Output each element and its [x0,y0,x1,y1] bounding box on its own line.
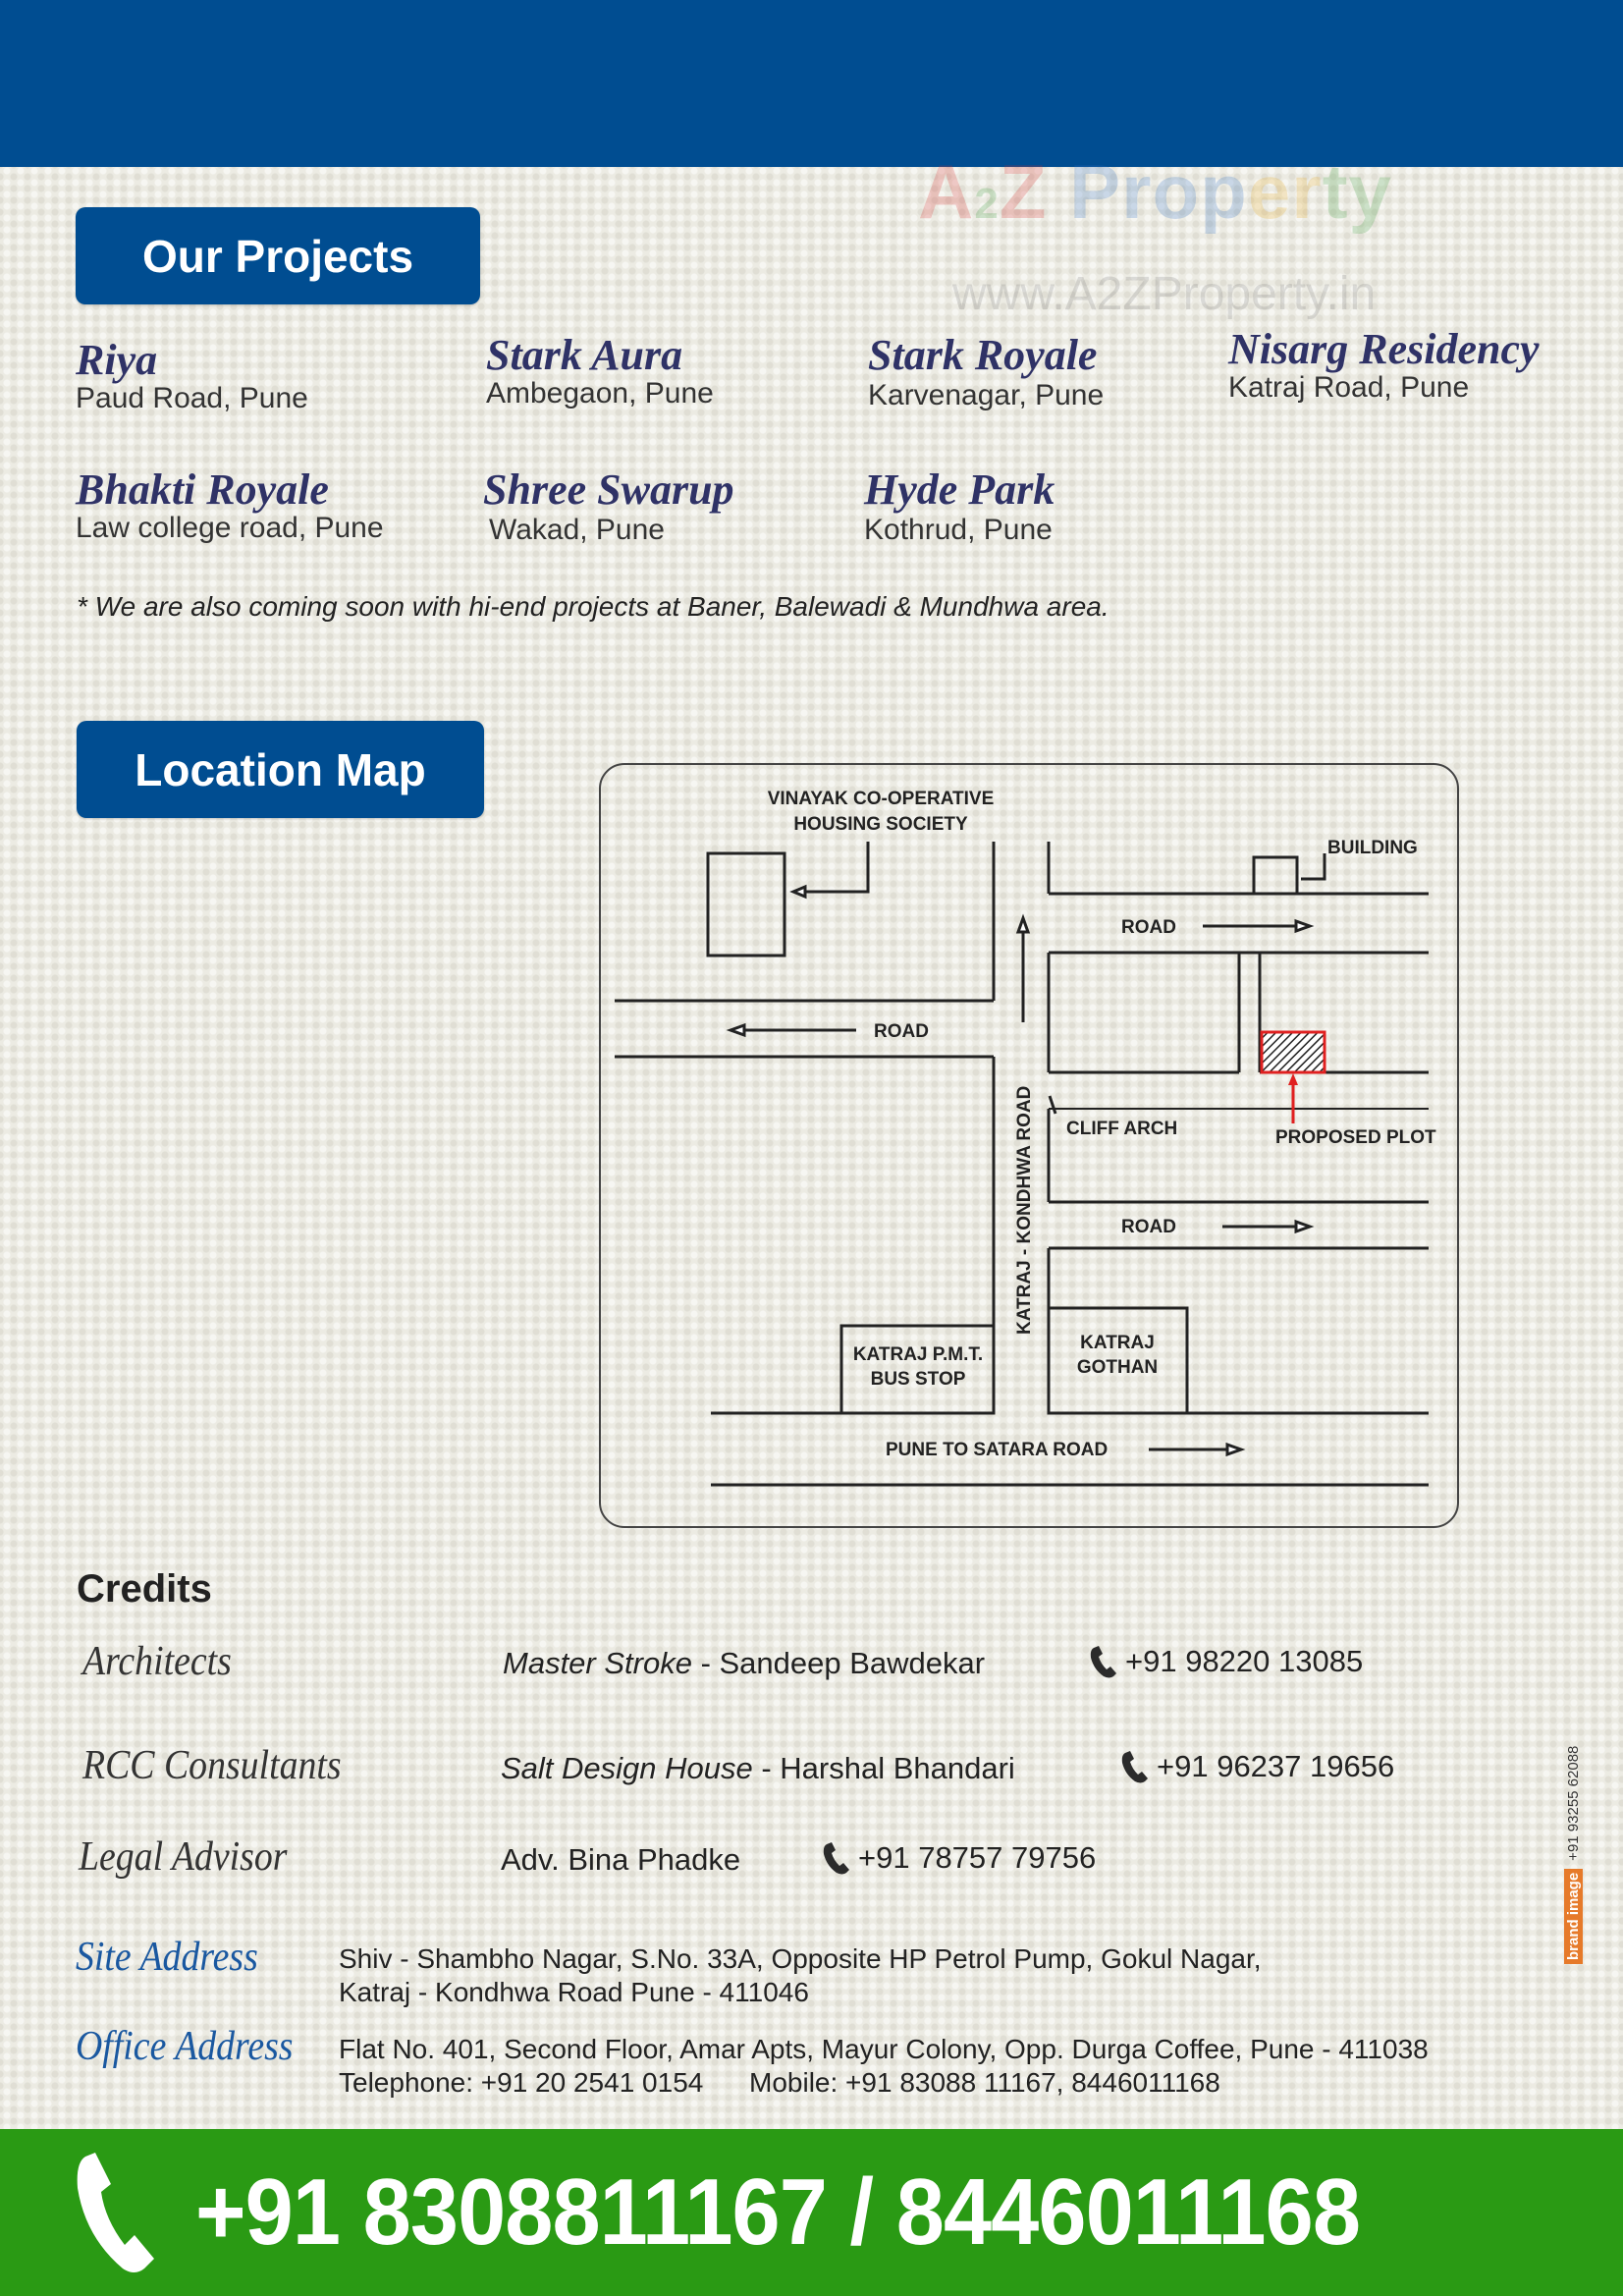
phone-number: +91 96237 19656 [1157,1749,1395,1783]
proposed-plot [1262,1032,1325,1072]
map-drawing [601,765,1457,1526]
brand-image-strip [1561,1714,1585,1964]
credit-role-legal: Legal Advisor [79,1834,288,1880]
office-address-line2: Telephone: +91 20 2541 0154 Mobile: +91 83088 11167, 8446011168 [339,2067,1220,2098]
footer-banner [0,2129,1623,2296]
phone-icon [823,1840,852,1876]
watermark-logo [918,147,1392,237]
credit-person: - Sandeep Bawdekar [691,1646,986,1680]
project-location: Ambegaon, Pune [486,377,714,410]
upcoming-projects-note: * We are also coming soon with hi-end projects at Baner, Balewadi & Mundhwa area. [77,591,1109,622]
credit-person: - Harshal Bhandari [752,1751,1015,1785]
project-bhakti-royale [76,465,384,544]
site-address [339,1942,1262,2009]
building-box [1254,857,1297,894]
top-banner [0,0,1623,167]
watermark-url: www.A2ZProperty.in [952,268,1377,320]
watermark-logo-ty: ty [1322,148,1392,235]
project-name: Riya [76,336,158,384]
office-address-label: Office Address [76,2024,294,2069]
our-projects-heading: Our Projects [76,207,480,304]
credit-person: Adv. Bina Phadke [501,1842,741,1877]
project-name: Nisarg Residency [1228,325,1540,373]
credit-phone-architects [1090,1644,1363,1679]
map-label-bus-stop-2: BUS STOP [870,1369,966,1390]
map-label-road-top: ROAD [1121,917,1176,938]
map-label-satara-road: PUNE TO SATARA ROAD [886,1440,1109,1460]
project-hyde-park [864,465,1055,546]
brand-badge: brand image [1564,1869,1583,1964]
project-location: Law college road, Pune [76,512,384,544]
map-label-road-mid: ROAD [1121,1217,1176,1237]
project-location: Karvenagar, Pune [868,379,1105,411]
site-address-line1: Shiv - Shambho Nagar, S.No. 33A, Opposite HP Petrol Pump, Gokul Nagar, [339,1943,1262,1974]
credit-architects [503,1646,985,1681]
map-label-building: BUILDING [1327,838,1418,858]
footer-phone-number: +91 8308811167 / 8446011168 [195,2159,1361,2265]
credit-phone-rcc [1121,1749,1394,1784]
project-name: Stark Royale [868,331,1098,379]
project-stark-royale [868,331,1105,411]
project-nisarg-residency [1228,325,1540,404]
project-stark-aura [486,331,714,410]
credit-firm: Master Stroke [503,1646,692,1680]
location-map-heading: Location Map [77,721,484,818]
credit-role-rcc: RCC Consultants [82,1743,342,1788]
phone-icon [74,2149,172,2276]
phone-icon [1090,1644,1119,1679]
project-location: Kothrud, Pune [864,514,1053,546]
project-name: Bhakti Royale [76,465,329,514]
society-building [708,853,784,956]
office-address [339,2033,1429,2100]
location-map [599,763,1459,1528]
phone-number: +91 78757 79756 [858,1840,1097,1875]
project-name: Shree Swarup [483,465,734,514]
project-location: Wakad, Pune [489,514,665,546]
project-name: Stark Aura [486,331,683,379]
map-label-society-2: HOUSING SOCIETY [793,814,968,835]
watermark-logo-er: er [1247,148,1323,235]
credit-phone-legal [823,1840,1096,1876]
map-label-society-1: VINAYAK CO-OPERATIVE [767,789,995,809]
credit-legal [501,1842,740,1878]
brand-phone: +91 93255 62088 [1564,1745,1582,1861]
map-label-main-road: KATRAJ - KONDHWA ROAD [1014,1085,1035,1335]
map-label-cliff-arch: CLIFF ARCH [1066,1119,1178,1139]
map-label-bus-stop-1: KATRAJ P.M.T. [852,1344,984,1365]
credit-role-architects: Architects [82,1639,232,1684]
site-address-line2: Katraj - Kondhwa Road Pune - 411046 [339,1977,809,2007]
phone-number: +91 98220 13085 [1125,1644,1364,1678]
credit-firm: Salt Design House [501,1751,753,1785]
site-address-label: Site Address [76,1935,258,1980]
watermark-logo-2: 2 [974,180,1000,228]
project-location: Paud Road, Pune [76,382,308,414]
watermark-logo-prop: Prop [1069,148,1248,235]
project-name: Hyde Park [864,465,1055,514]
project-riya [76,336,308,414]
credits-heading: Credits [77,1567,212,1611]
watermark-logo-z: Z [999,148,1048,235]
map-label-proposed-plot: PROPOSED PLOT [1275,1127,1436,1148]
project-location: Katraj Road, Pune [1228,371,1470,404]
map-label-gothan-1: KATRAJ [1080,1333,1155,1353]
office-address-line1: Flat No. 401, Second Floor, Amar Apts, Mayur Colony, Opp. Durga Coffee, Pune - 411038 [339,2034,1429,2064]
map-label-gothan-2: GOTHAN [1076,1357,1159,1378]
map-label-road-left: ROAD [874,1021,929,1042]
credit-rcc [501,1751,1015,1786]
project-shree-swarup [483,465,734,546]
phone-icon [1121,1749,1151,1784]
watermark-logo-a: A [918,148,975,235]
